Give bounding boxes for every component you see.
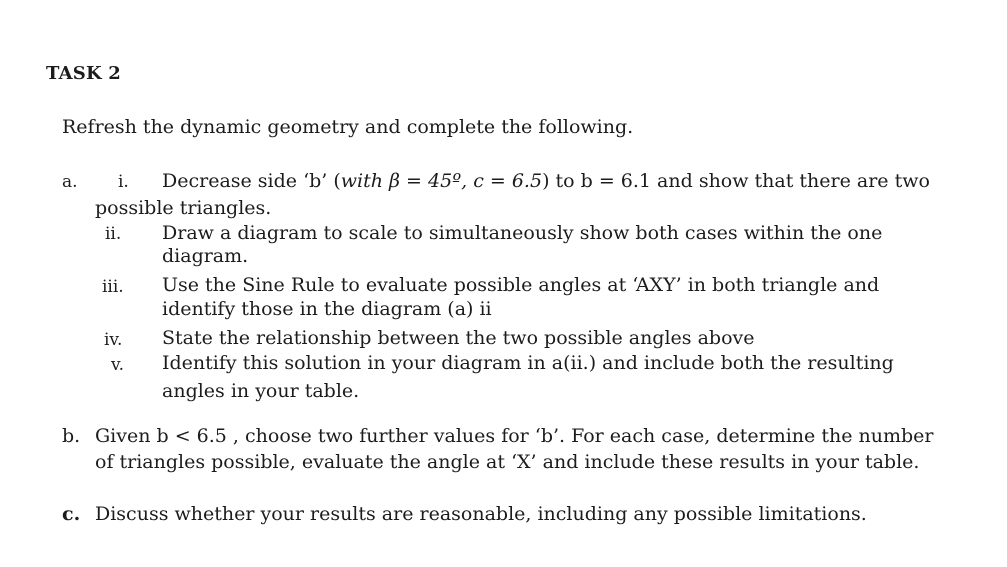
part-b-line1: [95, 425, 933, 447]
part-a-iv-numeral: iv.: [104, 330, 123, 350]
part-a-i-text-before: Decrease side ‘b’ (: [162, 170, 341, 192]
part-b-line1-math: b < 6.5 ,: [156, 425, 239, 447]
part-a-ii-numeral: ii.: [105, 224, 122, 244]
part-b-line1-after: choose two further values for ‘b’. For each case, determine the number: [238, 425, 934, 447]
part-a-iv-line1: State the relationship between the two possible angles above: [162, 327, 755, 349]
part-a-label: a.: [62, 172, 78, 192]
part-b-line2: of triangles possible, evaluate the angle at ‘X’ and include these results in your table.: [95, 451, 920, 473]
part-a-i-text-after: ) to b = 6.1 and show that there are two: [542, 170, 930, 192]
part-a-iii-line1: Use the Sine Rule to evaluate possible angles at ‘AXY’ in both triangle and: [162, 274, 880, 296]
part-a-ii-line2: diagram.: [162, 245, 249, 267]
part-b-label: b.: [62, 425, 81, 447]
part-a-i-text: [162, 170, 930, 192]
part-a-v-line1: Identify this solution in your diagram in a(ii.) and include both the resulting: [162, 352, 894, 374]
part-c-label: c.: [62, 503, 81, 525]
part-c-text: Discuss whether your results are reasonable, including any possible limitations.: [95, 503, 867, 525]
part-a-i-continuation: possible triangles.: [95, 197, 272, 219]
part-a-i-numeral: i.: [118, 172, 129, 192]
part-a-v-line2: angles in your table.: [162, 380, 360, 402]
part-a-iii-numeral: iii.: [102, 277, 124, 297]
part-b-line1-before: Given: [95, 425, 157, 447]
task-title: TASK 2: [46, 63, 122, 84]
intro-text: Refresh the dynamic geometry and complete the following.: [62, 116, 634, 138]
part-a-ii-line1: Draw a diagram to scale to simultaneously show both cases within the one: [162, 222, 883, 244]
part-a-i-math: with β = 45º, c = 6.5: [340, 170, 543, 192]
part-a-iii-line2: identify those in the diagram (a) ii: [162, 298, 492, 320]
part-a-v-numeral: v.: [111, 355, 124, 375]
